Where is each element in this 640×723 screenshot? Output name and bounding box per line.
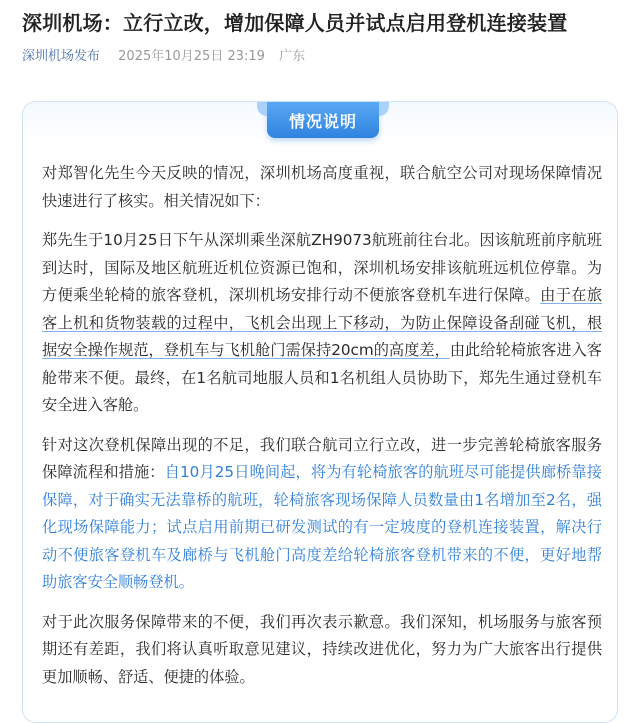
measures-intro: 针对这次登机保障出现的不足，我们联合航司立行立改，进一步完善轮椅旅客服务保障流程和措施： <box>42 435 602 481</box>
publish-time: 2025年10月25日 23:19 <box>118 49 265 64</box>
article-title: 深圳机场：立行立改，增加保障人员并试点启用登机连接装置 <box>22 11 568 35</box>
paragraph-details <box>42 227 602 420</box>
details-part-2: 由于在旅客上机和货物装载的过程中，飞机会出现上下移动，为防止保障设备刮碰飞机，根据安全操作规范，登机车与飞机舱门需保持20cm的高度差， <box>42 286 603 359</box>
publisher-link[interactable]: 深圳机场发布 <box>22 49 101 64</box>
publish-location: 广东 <box>279 49 306 64</box>
statement-card <box>22 101 618 723</box>
measures-highlight: 自10月25日晚间起，将为有轮椅旅客的航班尽可能提供廊桥靠接保障，对于确实无法靠桥的航班，轮椅旅客现场保障人员数量由1名增加至2名，强化现场保障能力；试点启用前期已研发测试的有一定坡度的登机连接装置，解决行动不便旅客登机车及廊桥与飞机舱门高度差给轮椅旅客登机带来的不便，更好地帮助旅客安全顺畅登机。 <box>42 463 602 591</box>
article-meta <box>22 48 622 66</box>
article-header <box>22 0 622 66</box>
paragraph-measures <box>42 432 602 597</box>
statement-badge: 情况说明 <box>267 102 379 138</box>
details-part-1: 郑先生于10月25日下午从深圳乘坐深航ZH9073航班前往台北。因该航班前序航班到达时，国际及地区航班近机位资源已饱和，深圳机场安排该航班远机位停靠。为方便乘坐轮椅的旅客登机，深圳机场安排行动不便旅客登机车进行保障。 <box>42 231 602 304</box>
paragraph-apology: 对于此次服务保障带来的不便，我们再次表示歉意。我们深知，机场服务与旅客预期还有差距，我们将认真听取意见建议，持续改进优化，努力为广大旅客出行提供更加顺畅、舒适、便捷的体验。 <box>42 612 602 686</box>
paragraph-intro: 对郑智化先生今天反映的情况，深圳机场高度重视，联合航空公司对现场保障情况快速进行了核实。相关情况如下： <box>42 164 602 210</box>
statement-content <box>42 160 602 703</box>
details-part-3: 由此给轮椅旅客进入客舱带来不便。最终，在1名航司地服人员和1名机组人员协助下，郑先生通过登机车安全进入客舱。 <box>42 341 602 414</box>
